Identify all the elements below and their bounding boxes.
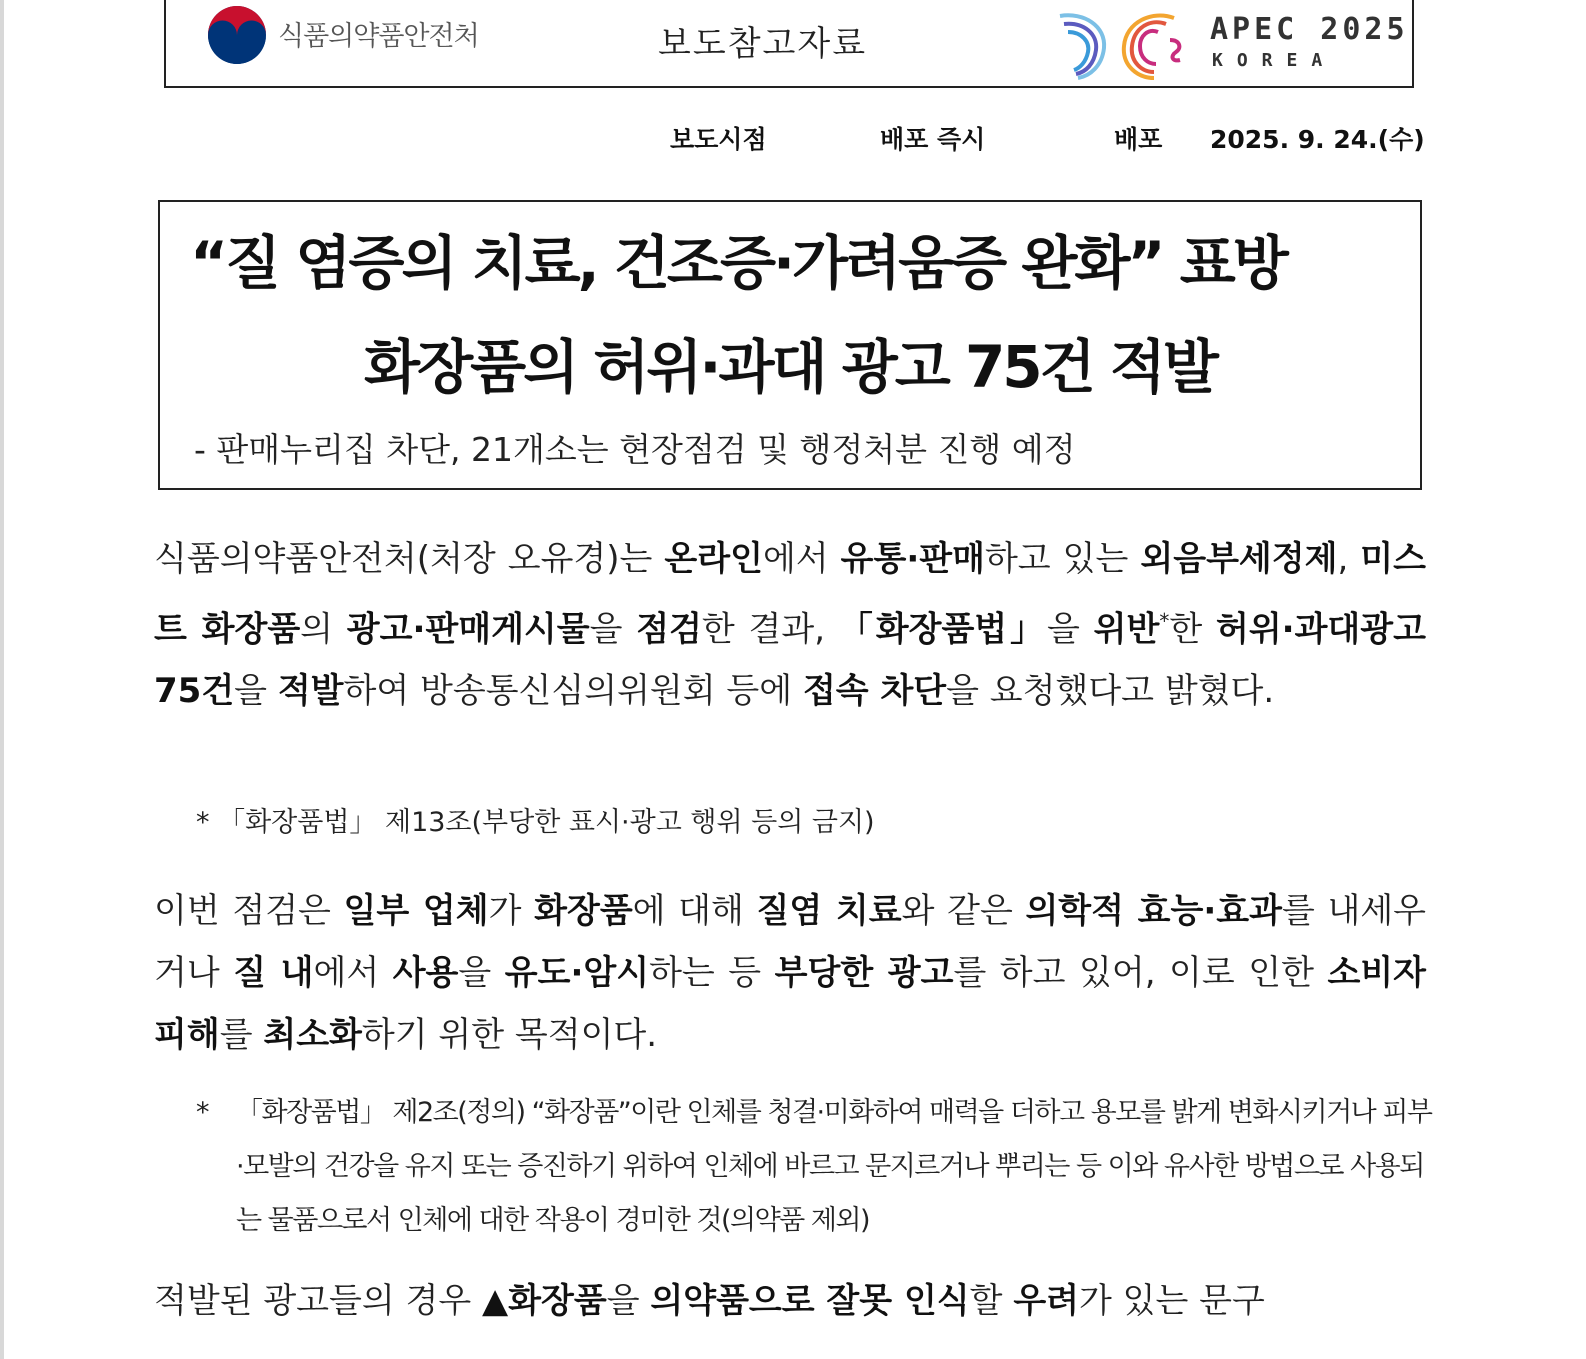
emphasized-text: 허위·과대광고 75건 xyxy=(154,609,1426,712)
body-text: 에서 xyxy=(762,539,841,579)
release-time-value: 배포 즉시 xyxy=(880,125,986,154)
headline-line-1: “질 염증의 치료, 건조증·가려움증 완화” 표방 xyxy=(190,229,1286,297)
body-text: 할 xyxy=(969,1281,1014,1321)
emphasized-text: 위반 xyxy=(1093,609,1160,650)
body-text: 하는 등 xyxy=(649,953,775,993)
apec-logo-icon xyxy=(1054,4,1194,82)
emphasized-text: 광고·판매게시물 xyxy=(346,609,590,650)
emphasized-text: 외음부세정제 xyxy=(1140,539,1338,579)
emphasized-text: 접속 차단 xyxy=(802,671,947,712)
emphasized-text: 유도·암시 xyxy=(504,953,650,993)
body-text: 를 내세우거나 xyxy=(154,891,1427,993)
page-left-border xyxy=(0,0,4,1359)
body-text: 을 요청했다고 밝혔다. xyxy=(946,671,1275,712)
body-text: 한 xyxy=(1169,609,1216,650)
body-text: 적발된 광고들의 경우 xyxy=(154,1281,483,1321)
government-emblem-icon xyxy=(206,4,268,66)
release-date-label: 배포 xyxy=(1114,125,1163,154)
emphasized-text: 온라인 xyxy=(664,539,763,579)
emphasized-text: ▲화장품 xyxy=(482,1281,607,1321)
body-text: 하기 위한 목적이다. xyxy=(361,1015,658,1055)
body-text: 를 xyxy=(219,1015,264,1055)
emphasized-text: 질염 치료 xyxy=(756,891,902,931)
headline-box xyxy=(158,200,1422,490)
body-text: 이번 점검은 xyxy=(154,891,344,931)
body-text: 에 대해 xyxy=(632,891,757,931)
body-text: 을 xyxy=(589,609,637,650)
footnote-2-marker: * xyxy=(196,1097,208,1128)
body-text: 에서 xyxy=(313,953,393,993)
emphasized-text: 의약품으로 잘못 인식 xyxy=(650,1281,970,1321)
emphasized-text: 점검 xyxy=(636,609,702,650)
body-text: 의 xyxy=(300,609,347,650)
body-text: 을 xyxy=(1047,609,1094,650)
document-header xyxy=(164,0,1414,88)
footnote-1: * 「화장품법」 제13조(부당한 표시·광고 행위 등의 금지) xyxy=(196,807,875,838)
body-paragraph-2 xyxy=(154,880,1426,1066)
headline-line-2: 화장품의 허위·과대 광고 75건 적발 xyxy=(364,333,1216,401)
emphasized-text: 부당한 광고 xyxy=(774,953,954,993)
body-text: 하고 있는 xyxy=(984,539,1141,579)
release-time-label: 보도시점 xyxy=(670,125,767,154)
body-text: 를 하고 있어, 이로 인한 xyxy=(953,953,1328,993)
document-type: 보도참고자료 xyxy=(658,24,868,64)
emphasized-text: 「화장품법」 xyxy=(838,609,1048,650)
body-paragraph-1 xyxy=(154,528,1426,722)
emphasized-text: 사용 xyxy=(392,953,459,993)
body-text: 하여 방송통신심의위원회 등에 xyxy=(343,671,803,712)
emphasized-text: 미스트 화장품 xyxy=(154,539,1426,650)
body-text: 을 xyxy=(234,671,278,712)
apec-title: APEC 2025 xyxy=(1210,12,1409,47)
body-text: 가 xyxy=(488,891,535,931)
body-text: 식품의약품안전처(처장 오유경)는 xyxy=(154,539,665,579)
emphasized-text: 소비자 피해 xyxy=(154,953,1427,1055)
body-text: , xyxy=(1337,539,1361,579)
emphasized-text: 유통·판매 xyxy=(840,539,985,579)
emphasized-text: 일부 업체 xyxy=(343,891,489,931)
body-text: 가 있는 문구 xyxy=(1079,1281,1265,1321)
body-text: 와 같은 xyxy=(901,891,1026,931)
emphasized-text: 화장품 xyxy=(534,891,633,931)
emphasized-text: 우려 xyxy=(1013,1281,1080,1321)
body-text: 을 xyxy=(458,953,505,993)
body-paragraph-3 xyxy=(154,1270,1426,1332)
agency-name: 식품의약품안전처 xyxy=(278,21,479,52)
release-date-value: 2025. 9. 24.(수) xyxy=(1210,125,1425,154)
emphasized-text: 의학적 효능·효과 xyxy=(1025,891,1282,931)
footnote-2 xyxy=(196,1086,1436,1248)
body-text: 한 결과, xyxy=(701,609,839,650)
apec-subtitle: KOREA xyxy=(1212,50,1337,71)
emphasized-text: 질 내 xyxy=(233,953,314,993)
headline-subtitle: - 판매누리집 차단, 21개소는 현장점검 및 행정처분 진행 예정 xyxy=(194,430,1076,469)
emphasized-text: 최소화 xyxy=(263,1015,362,1055)
footnote-2-text: 「화장품법」 제2조(정의) “화장품”이란 인체를 청결·미화하여 매력을 더하고 용모를 밝게 변화시키거나 피부·모발의 건강을 유지 또는 증진하기 위하여 인체에 바르고 문지르거나 뿌리는 등 이와 유사한 방법으로 사용되는 물품으로서 인체에 대한 작용이 경미한 것(의약품 제외) xyxy=(236,1097,1432,1236)
emphasized-text: 적발 xyxy=(277,671,344,712)
body-text: * xyxy=(1159,609,1170,633)
body-text: 을 xyxy=(606,1281,651,1321)
